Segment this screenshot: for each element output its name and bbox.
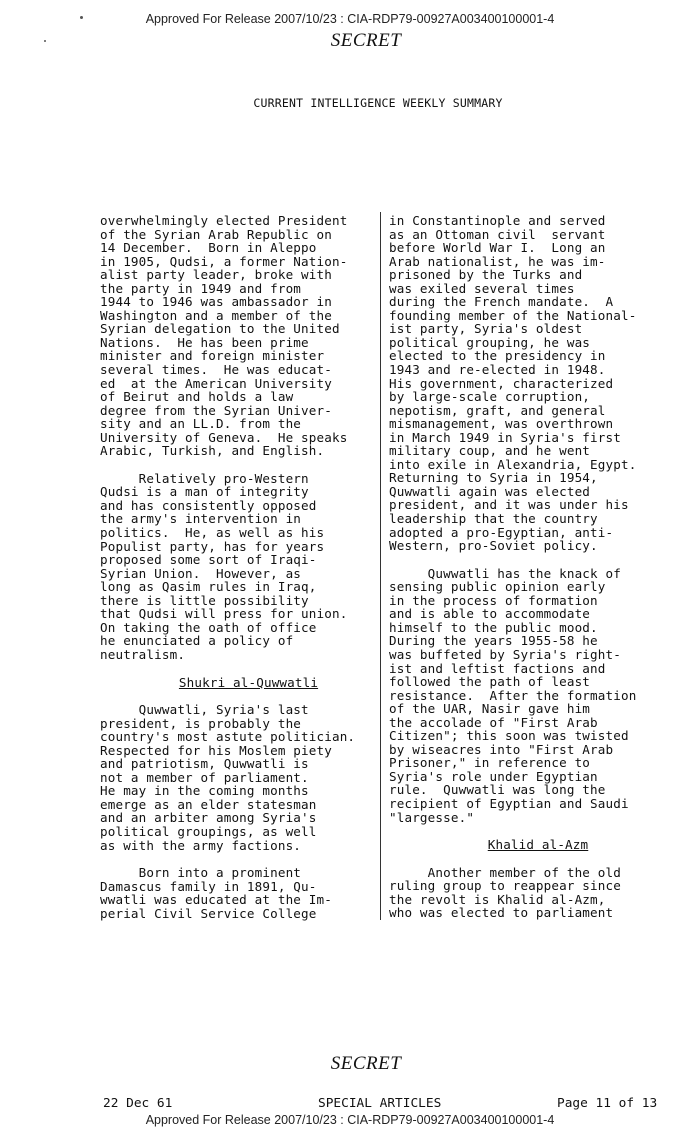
- text-line: long as Qasim rules in Iraq,: [100, 579, 317, 595]
- text-line: ist and leftist factions and: [389, 660, 606, 676]
- text-line: Returning to Syria in 1954,: [389, 470, 598, 486]
- text-line: sensing public opinion early: [389, 579, 606, 595]
- text-line: Syrian delegation to the United: [100, 321, 340, 337]
- text-line: Qudsi is a man of integrity: [100, 484, 309, 500]
- text-line: in 1905, Qudsi, a former Nation-: [100, 253, 348, 269]
- paragraph: [100, 703, 375, 852]
- text-line: neutralism.: [100, 646, 186, 662]
- text-line: as with the army factions.: [100, 837, 302, 853]
- text-line: not a member of parliament.: [100, 769, 309, 785]
- text-line: resistance. After the formation: [389, 687, 637, 703]
- text-line: wwatli was educated at the Im-: [100, 892, 332, 908]
- text-line: in March 1949 in Syria's first: [389, 429, 621, 445]
- release-notice-top: Approved For Release 2007/10/23 : CIA-RDP79-00927A003400100001-4: [145, 12, 555, 26]
- text-line: the party in 1949 and from: [100, 280, 302, 296]
- text-line: Populist party, has for years: [100, 538, 325, 554]
- text-line: in Constantinople and served: [389, 213, 606, 228]
- text-line: Western, pro-Soviet policy.: [389, 538, 598, 554]
- text-line: in the process of formation: [389, 592, 598, 608]
- text-line: political grouping, he was: [389, 334, 591, 350]
- text-line: Syrian Union. However, as: [100, 565, 302, 581]
- paragraph: [389, 214, 669, 553]
- paragraph-spacer: [389, 852, 669, 866]
- text-line: country's most astute politician.: [100, 729, 356, 745]
- text-line: of the UAR, Nasir gave him: [389, 701, 591, 717]
- text-line: Quwwatli again was elected: [389, 483, 591, 499]
- paragraph-spacer: [100, 662, 375, 676]
- footer-date: 22 Dec 61: [103, 1096, 173, 1111]
- text-line: Arab nationalist, he was im-: [389, 253, 606, 269]
- text-line: Another member of the old: [389, 864, 621, 880]
- text-line: during the French mandate. A: [389, 294, 614, 310]
- text-line: the accolade of "First Arab: [389, 714, 598, 730]
- text-line: Washington and a member of the: [100, 307, 332, 323]
- text-line: Born into a prominent: [100, 865, 302, 881]
- footer-page-number: Page 11 of 13: [557, 1096, 658, 1111]
- text-line: founding member of the National-: [389, 307, 637, 323]
- text-line: adopted a pro-Egyptian, anti-: [389, 524, 614, 540]
- text-line: and is able to accommodate: [389, 606, 591, 622]
- text-line: president, and it was under his: [389, 497, 629, 513]
- text-line: During the years 1955-58 he: [389, 633, 598, 649]
- classification-top: SECRET: [330, 30, 402, 51]
- text-line: elected to the presidency in: [389, 348, 606, 364]
- text-line: of the Syrian Arab Republic on: [100, 226, 332, 242]
- text-line: overwhelmingly elected President: [100, 213, 348, 228]
- text-line: Quwwatli has the knack of: [389, 565, 621, 581]
- text-line: who was elected to parliament: [389, 905, 614, 921]
- section-heading: Shukri al-Quwwatli: [178, 674, 319, 690]
- text-line: 1944 to 1946 was ambassador in: [100, 294, 332, 310]
- left-column: [100, 214, 375, 920]
- paragraph-spacer: [389, 553, 669, 567]
- text-line: he enunciated a policy of: [100, 633, 294, 649]
- text-line: there is little possibility: [100, 592, 309, 608]
- text-line: politics. He, as well as his: [100, 525, 325, 541]
- text-line: ist party, Syria's oldest: [389, 321, 583, 337]
- paragraph-spacer: [100, 852, 375, 866]
- text-line: and patriotism, Quwwatli is: [100, 756, 309, 772]
- text-line: as an Ottoman civil servant: [389, 226, 606, 242]
- text-line: 14 December. Born in Aleppo: [100, 240, 317, 256]
- text-line: degree from the Syrian Univer-: [100, 402, 332, 418]
- scan-speck: [80, 16, 83, 19]
- classification-bottom: SECRET: [330, 1053, 402, 1074]
- text-line: Syria's role under Egyptian: [389, 768, 598, 784]
- text-line: His government, characterized: [389, 375, 614, 391]
- text-line: before World War I. Long an: [389, 240, 606, 256]
- text-line: ed at the American University: [100, 375, 332, 391]
- text-line: was buffeted by Syria's right-: [389, 646, 621, 662]
- text-line: minister and foreign minister: [100, 348, 325, 364]
- text-line: that Qudsi will press for union.: [100, 606, 348, 622]
- paragraph-spacer: [389, 824, 669, 838]
- column-divider: [380, 212, 381, 920]
- paragraph: [100, 866, 375, 920]
- text-line: Relatively pro-Western: [100, 470, 309, 486]
- paragraph-spacer: [100, 458, 375, 472]
- text-line: political groupings, as well: [100, 823, 317, 839]
- right-column: [389, 214, 669, 920]
- footer-section: SPECIAL ARTICLES: [318, 1096, 442, 1111]
- text-line: Respected for his Moslem piety: [100, 742, 332, 758]
- text-line: alist party leader, broke with: [100, 267, 332, 283]
- paragraph: [100, 472, 375, 662]
- text-line: Quwwatli, Syria's last: [100, 702, 309, 718]
- paragraph: [389, 866, 669, 920]
- text-line: recipient of Egyptian and Saudi: [389, 795, 629, 811]
- text-line: Prisoner," in reference to: [389, 755, 591, 771]
- text-line: several times. He was educat-: [100, 362, 332, 378]
- text-line: of Beirut and holds a law: [100, 389, 294, 405]
- text-line: nepotism, graft, and general: [389, 402, 606, 418]
- text-line: He may in the coming months: [100, 783, 309, 799]
- text-line: University of Geneva. He speaks: [100, 429, 348, 445]
- text-line: "largesse.": [389, 809, 475, 825]
- text-line: 1943 and re-elected in 1948.: [389, 362, 606, 378]
- release-notice-bottom: Approved For Release 2007/10/23 : CIA-RDP79-00927A003400100001-4: [145, 1113, 555, 1127]
- text-line: mismanagement, was overthrown: [389, 416, 614, 432]
- text-line: Nations. He has been prime: [100, 334, 309, 350]
- text-line: by wiseacres into "First Arab: [389, 741, 614, 757]
- text-line: prisoned by the Turks and: [389, 267, 583, 283]
- text-line: was exiled several times: [389, 280, 575, 296]
- text-line: sity and an LL.D. from the: [100, 416, 302, 432]
- paragraph-spacer: [100, 689, 375, 703]
- text-line: proposed some sort of Iraqi-: [100, 552, 317, 568]
- text-line: and an arbiter among Syria's: [100, 810, 317, 826]
- text-line: emerge as an elder statesman: [100, 796, 317, 812]
- text-line: rule. Quwwatli was long the: [389, 782, 606, 798]
- text-line: leadership that the country: [389, 511, 598, 527]
- text-line: ruling group to reappear since: [389, 878, 621, 894]
- text-line: president, is probably the: [100, 715, 302, 731]
- text-line: Damascus family in 1891, Qu-: [100, 878, 317, 894]
- text-line: by large-scale corruption,: [389, 389, 591, 405]
- text-line: perial Civil Service College: [100, 905, 317, 921]
- section-heading: Khalid al-Azm: [487, 837, 589, 853]
- text-line: On taking the oath of office: [100, 619, 317, 635]
- text-line: the revolt is Khalid al-Azm,: [389, 891, 606, 907]
- paragraph: [100, 214, 375, 458]
- text-line: the army's intervention in: [100, 511, 302, 527]
- text-line: military coup, and he went: [389, 443, 591, 459]
- text-line: followed the path of least: [389, 674, 591, 690]
- publication-title: CURRENT INTELLIGENCE WEEKLY SUMMARY: [253, 96, 503, 110]
- text-line: and has consistently opposed: [100, 497, 317, 513]
- paragraph: [389, 567, 669, 824]
- text-line: Arabic, Turkish, and English.: [100, 443, 325, 459]
- text-line: himself to the public mood.: [389, 619, 598, 635]
- text-line: into exile in Alexandria, Egypt.: [389, 456, 637, 472]
- text-line: Citizen"; this soon was twisted: [389, 728, 629, 744]
- scan-speck: [44, 40, 46, 42]
